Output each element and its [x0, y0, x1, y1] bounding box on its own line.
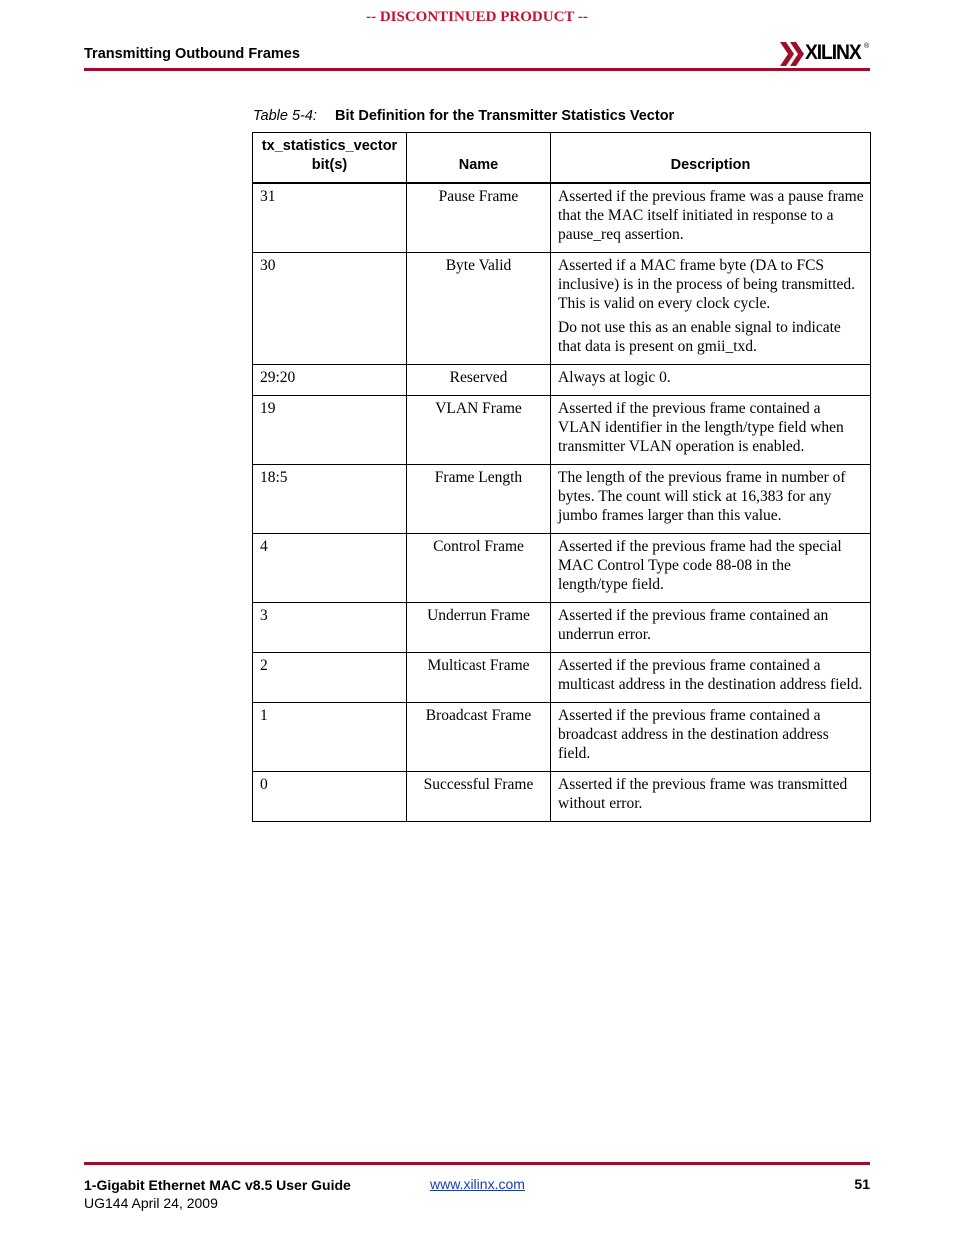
footer-rule — [84, 1162, 870, 1165]
bits-cell: 18:5 — [253, 465, 407, 534]
description-cell — [551, 253, 871, 365]
description-paragraph: Do not use this as an enable signal to indicate that data is present on gmii_txd. — [558, 319, 841, 355]
description-paragraph: The length of the previous frame in number of bytes. The count will stick at 16,383 for any jumbo frames larger than this value. — [558, 469, 846, 524]
table-row — [253, 653, 871, 703]
page-number: 51 — [854, 1176, 870, 1192]
table-row — [253, 465, 871, 534]
description-paragraph: Always at logic 0. — [558, 369, 671, 386]
bits-cell: 4 — [253, 534, 407, 603]
xilinx-logo — [780, 40, 870, 68]
xilinx-website-link[interactable]: www.xilinx.com — [430, 1176, 525, 1192]
bits-cell: 31 — [253, 183, 407, 253]
discontinued-banner: -- DISCONTINUED PRODUCT -- — [366, 9, 588, 25]
bits-cell: 19 — [253, 396, 407, 465]
table-row — [253, 534, 871, 603]
table-header-row — [253, 133, 871, 184]
name-cell: VLAN Frame — [407, 396, 551, 465]
description-cell — [551, 772, 871, 822]
section-title: Transmitting Outbound Frames — [84, 46, 300, 62]
column-header-description: Description — [551, 133, 871, 184]
table-row — [253, 365, 871, 396]
column-header-name: Name — [407, 133, 551, 184]
description-cell — [551, 465, 871, 534]
table-row — [253, 396, 871, 465]
description-cell — [551, 603, 871, 653]
name-cell: Reserved — [407, 365, 551, 396]
description-cell — [551, 653, 871, 703]
logo-wordmark: XILINX — [805, 41, 861, 64]
name-cell: Control Frame — [407, 534, 551, 603]
table-row — [253, 703, 871, 772]
table-row — [253, 772, 871, 822]
bits-cell: 29:20 — [253, 365, 407, 396]
description-paragraph: Asserted if the previous frame contained an underrun error. — [558, 607, 829, 643]
description-paragraph: Asserted if the previous frame contained a multicast address in the destination address field. — [558, 657, 863, 693]
header-rule — [84, 68, 870, 71]
table-caption-title: Bit Definition for the Transmitter Statistics Vector — [335, 108, 675, 124]
bits-cell: 1 — [253, 703, 407, 772]
bits-cell: 30 — [253, 253, 407, 365]
description-cell — [551, 183, 871, 253]
registered-mark: ® — [864, 43, 870, 50]
table-caption — [253, 108, 674, 124]
name-cell: Underrun Frame — [407, 603, 551, 653]
description-cell — [551, 365, 871, 396]
xilinx-x-mark-icon — [780, 40, 806, 68]
table-row — [253, 603, 871, 653]
bits-cell: 3 — [253, 603, 407, 653]
bits-cell: 0 — [253, 772, 407, 822]
name-cell: Broadcast Frame — [407, 703, 551, 772]
name-cell: Frame Length — [407, 465, 551, 534]
name-cell: Multicast Frame — [407, 653, 551, 703]
statistics-vector-table — [252, 132, 871, 822]
description-paragraph: Asserted if the previous frame contained a broadcast address in the destination address field. — [558, 707, 829, 762]
name-cell: Pause Frame — [407, 183, 551, 253]
name-cell: Successful Frame — [407, 772, 551, 822]
description-paragraph: Asserted if the previous frame was a pause frame that the MAC itself initiated in response to a pause_req assertion. — [558, 188, 864, 243]
description-cell — [551, 703, 871, 772]
table-row — [253, 183, 871, 253]
description-paragraph: Asserted if a MAC frame byte (DA to FCS inclusive) is in the process of being transmitted. This is valid on every clock cycle. — [558, 257, 856, 312]
description-paragraph: Asserted if the previous frame was transmitted without error. — [558, 776, 848, 812]
bits-cell: 2 — [253, 653, 407, 703]
guide-title: 1-Gigabit Ethernet MAC v8.5 User Guide — [84, 1177, 351, 1193]
doc-id: UG144 April 24, 2009 — [84, 1195, 218, 1211]
table-caption-number: Table 5-4: — [253, 108, 317, 124]
footer-left — [84, 1176, 351, 1212]
table-row — [253, 253, 871, 365]
name-cell: Byte Valid — [407, 253, 551, 365]
description-paragraph: Asserted if the previous frame contained a VLAN identifier in the length/type field when transmitter VLAN operation is enabled. — [558, 400, 844, 455]
description-cell — [551, 534, 871, 603]
description-paragraph: Asserted if the previous frame had the special MAC Control Type code 88-08 in the length/type field. — [558, 538, 842, 593]
column-header-bits: tx_statistics_vector bit(s) — [253, 133, 407, 184]
description-cell — [551, 396, 871, 465]
